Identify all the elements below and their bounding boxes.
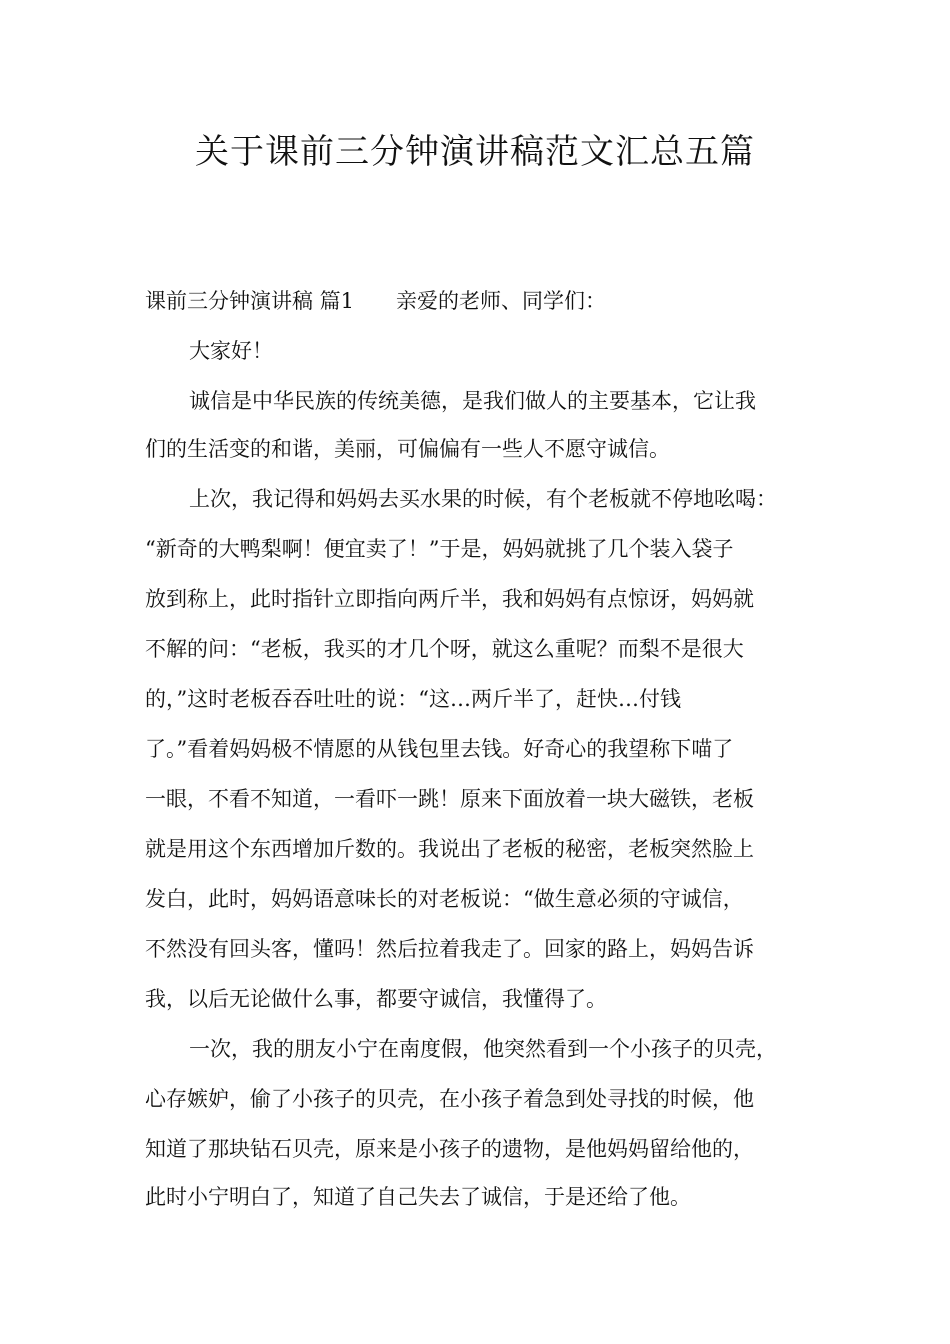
salutation: 亲爱的老师、同学们： xyxy=(396,289,607,313)
paragraph-line: 的，”这时老板吞吞吐吐的说：“这…两斤半了，赶快…付钱 xyxy=(145,687,681,711)
paragraph-line: 一眼，不看不知道，一看吓一跳！原来下面放着一块大磁铁，老板 xyxy=(145,787,754,811)
paragraph-line: 诚信是中华民族的传统美德，是我们做人的主要基本，它让我 xyxy=(189,389,756,413)
section-heading: 课前三分钟演讲稿 篇1 xyxy=(145,289,355,313)
paragraph-line: 不解的问：“老板，我买的才几个呀，就这么重呢？而梨不是很大 xyxy=(145,637,744,661)
paragraph-line: 放到称上，此时指针立即指向两斤半，我和妈妈有点惊讶，妈妈就 xyxy=(145,587,754,611)
paragraph-line: “新奇的大鸭梨啊！便宜卖了！”于是，妈妈就挑了几个装入袋子 xyxy=(145,537,734,561)
paragraph-line: 知道了那块钻石贝壳，原来是小孩子的遗物，是他妈妈留给他的， xyxy=(145,1137,754,1161)
paragraph-line: 不然没有回头客，懂吗！然后拉着我走了。回家的路上，妈妈告诉 xyxy=(145,937,754,961)
paragraph-greeting: 大家好！ xyxy=(189,339,273,363)
paragraph-line: 我，以后无论做什么事，都要守诚信，我懂得了。 xyxy=(145,987,607,1011)
paragraph-line: 发白，此时，妈妈语意味长的对老板说：“做生意必须的守诚信， xyxy=(145,887,744,911)
first-line xyxy=(145,286,606,316)
paragraph-line: 此时小宁明白了，知道了自己失去了诚信，于是还给了他。 xyxy=(145,1185,691,1209)
paragraph-line: 就是用这个东西增加斤数的。我说出了老板的秘密，老板突然脸上 xyxy=(145,837,754,861)
document-title: 关于课前三分钟演讲稿范文汇总五篇 xyxy=(195,132,755,172)
paragraph-line: 心存嫉妒，偷了小孩子的贝壳，在小孩子着急到处寻找的时候，他 xyxy=(145,1087,754,1111)
paragraph-line: 们的生活变的和谐，美丽，可偏偏有一些人不愿守诚信。 xyxy=(145,437,670,461)
paragraph-line: 上次，我记得和妈妈去买水果的时候，有个老板就不停地吆喝： xyxy=(189,487,777,511)
paragraph-line: 了。”看着妈妈极不情愿的从钱包里去钱。好奇心的我望称下喵了 xyxy=(145,737,734,761)
paragraph-line: 一次，我的朋友小宁在南度假，他突然看到一个小孩子的贝壳， xyxy=(189,1037,777,1061)
